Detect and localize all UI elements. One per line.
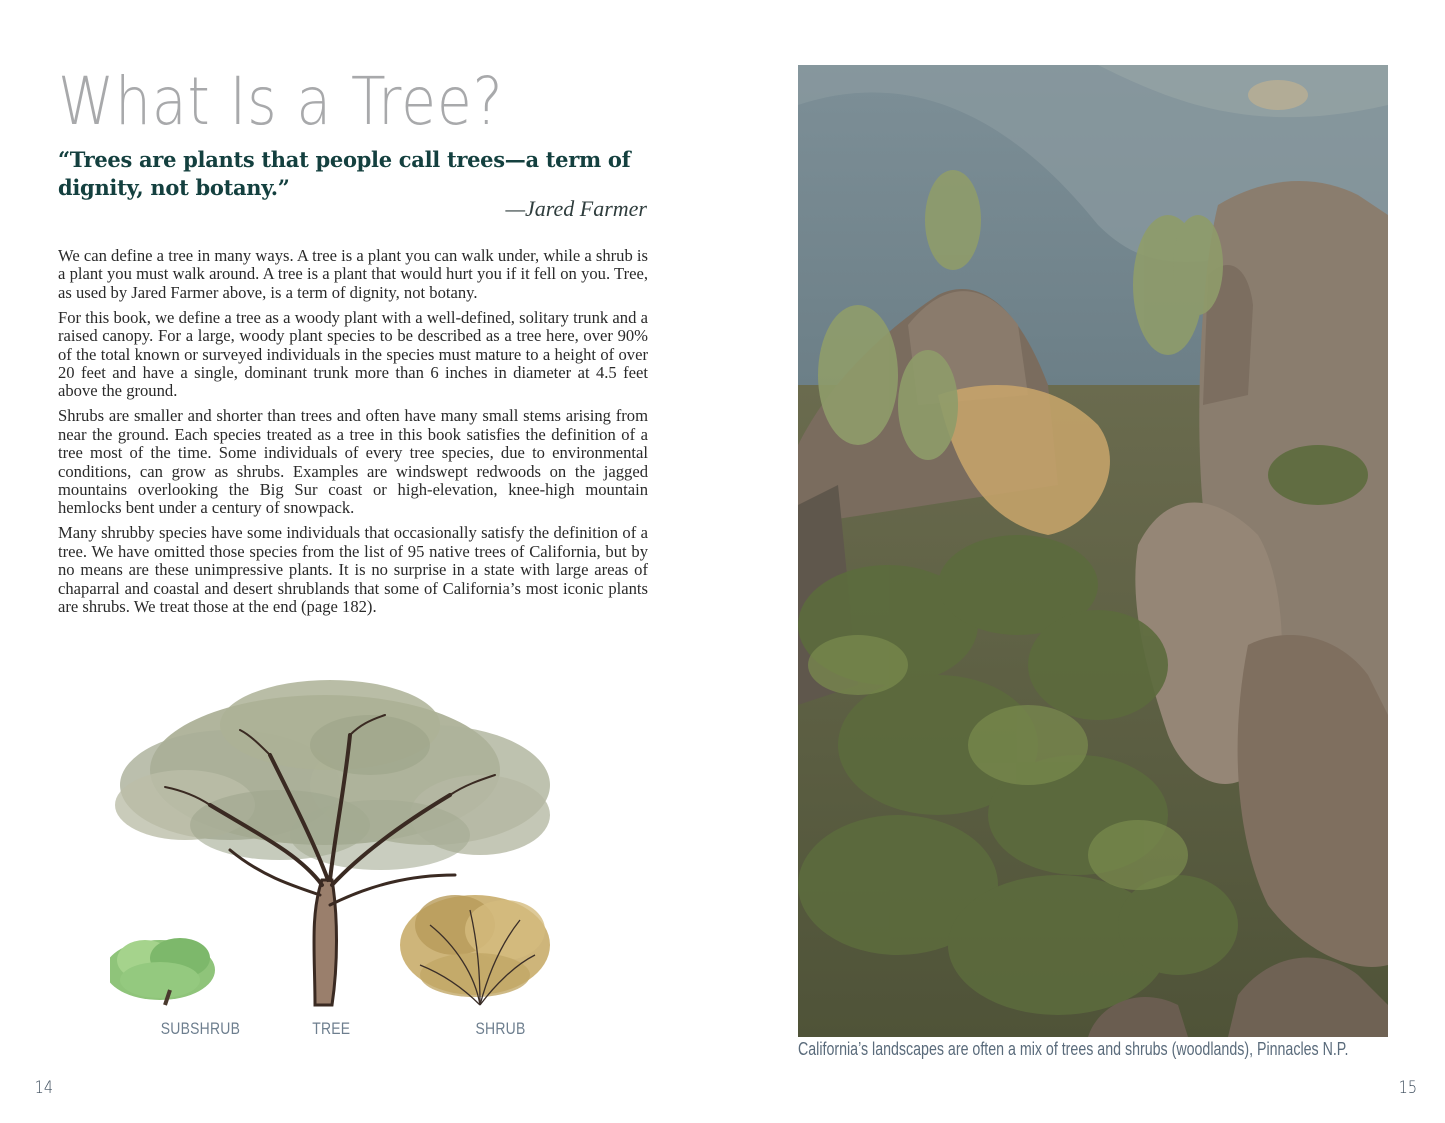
body-text bbox=[58, 247, 648, 623]
pinnacles-landscape-image bbox=[798, 65, 1388, 1037]
tree-canopy-icon bbox=[115, 680, 550, 870]
photo-caption: California’s landscapes are often a mix of trees and shrubs (woodlands), Pinnacles N.P. bbox=[798, 1039, 1349, 1059]
plant-form-illustration bbox=[110, 675, 610, 1020]
page-number-left: 14 bbox=[34, 1078, 54, 1098]
paragraph: We can define a tree in many ways. A tree is a plant you can walk under, while a shrub is a plant you must walk around. A tree is a plant that would hurt you if it fell on you. Tree, as used by Jared Farmer above, is a term of dignity, not botany. bbox=[58, 246, 648, 302]
epigraph-quote: “Trees are plants that people call trees—a term of dignity, not botany.” bbox=[58, 147, 631, 200]
paragraph: Shrubs are smaller and shorter than trees and often have many small stems arising from near the ground. Each species treated as a tree in this book satisfies the definition of a tree most of the time. Some individuals of every tree species, due to environmental conditions, can grow as shrubs. Examples are windswept redwoods on the jagged mountains overlooking the Big Sur coast or high-elevation, knee-high mountain hemlocks bent under a century of snowpack. bbox=[58, 406, 648, 518]
shrub-icon bbox=[400, 895, 550, 1005]
paragraph: For this book, we define a tree as a woody plant with a well-defined, solitary trunk and a raised canopy. For a large, woody plant species to be described as a tree here, over 90% of the total known or surveyed individuals in the species must mature to a height of over 20 feet and have a single, dominant trunk more than 6 inches in diameter at 4.5 feet above the ground. bbox=[58, 307, 648, 401]
label-subshrub: SUBSHRUB bbox=[160, 1019, 241, 1038]
label-tree: TREE bbox=[312, 1019, 351, 1038]
subshrub-icon bbox=[110, 938, 215, 1005]
label-shrub: SHRUB bbox=[475, 1019, 526, 1038]
left-page bbox=[0, 0, 722, 1123]
page-number-right: 15 bbox=[1398, 1078, 1418, 1098]
paragraph: Many shrubby species have some individuals that occasionally satisfy the definition of a tree. We have omitted those species from the list of 95 native trees of California, but by no means are these unimpressive plants. It is no surprise in a state with large areas of chaparral and coastal and desert shrublands that some of California’s most iconic plants are shrubs. We treat those at the end (page 182). bbox=[58, 523, 648, 617]
right-page bbox=[722, 0, 1445, 1123]
epigraph-attribution: —Jared Farmer bbox=[505, 196, 647, 221]
chapter-title: What Is a Tree? bbox=[58, 63, 504, 140]
landscape-photo bbox=[798, 65, 1388, 1037]
